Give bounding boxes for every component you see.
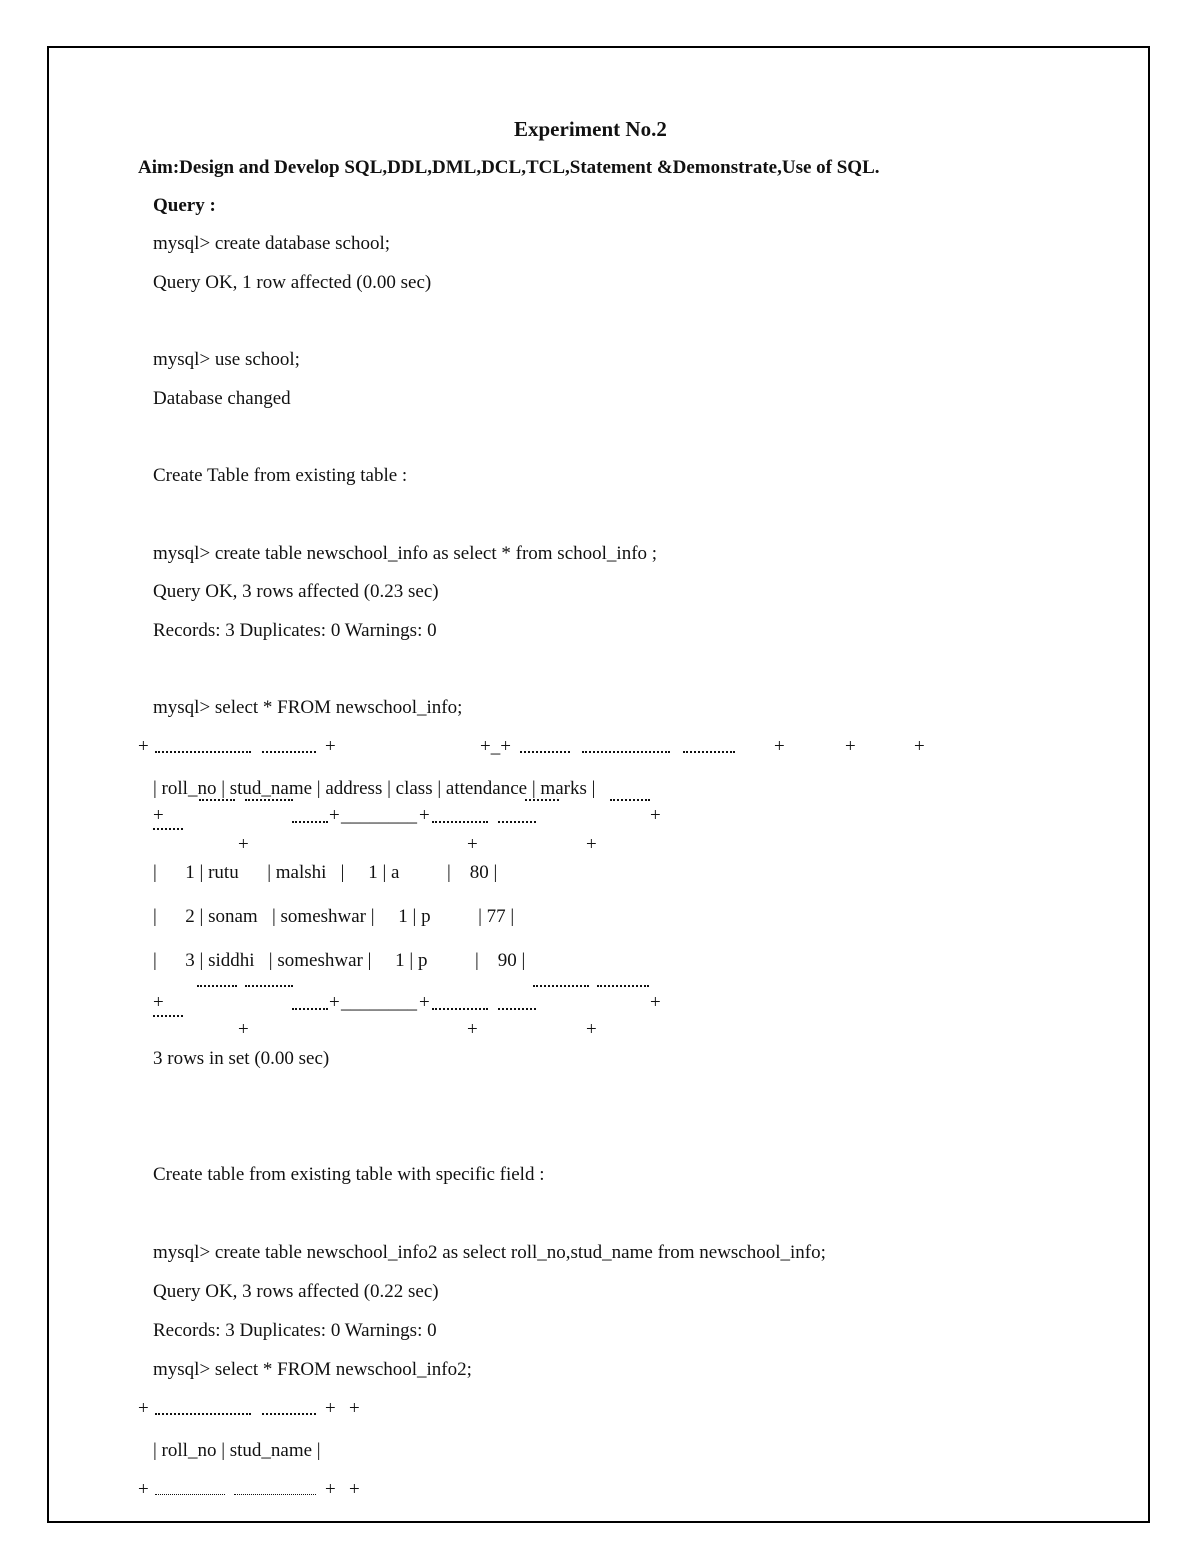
border-dots (262, 1413, 316, 1415)
create-table2-line: mysql> create table newschool_info2 as select roll_no,stud_name from newschool_info; (153, 1242, 826, 1263)
bottom-plus: + (467, 1019, 478, 1040)
sep-dots (234, 1494, 316, 1495)
bottom-dots (245, 985, 293, 987)
sep-plus: + (329, 805, 340, 826)
sep-plus: + (325, 1479, 336, 1500)
table1-row: | 3 | siddhi | someshwar | 1 | p | 90 | (153, 950, 526, 971)
bottom-dots (597, 985, 649, 987)
create-table1-line: mysql> create table newschool_info as select * from school_info ; (153, 543, 658, 564)
create-db-line: mysql> create database school; (153, 233, 391, 254)
create-table2-ok-line: Query OK, 3 rows affected (0.22 sec) (153, 1281, 439, 1302)
table2-header: | roll_no | stud_name | (153, 1440, 321, 1461)
sep-plus: + (650, 805, 661, 826)
sep-plus: + (238, 834, 249, 855)
header-dots (610, 799, 650, 801)
aim-line: Aim:Design and Develop SQL,DDL,DML,DCL,TCL,Statement &Demonstrate,Use of SQL. (138, 157, 880, 178)
create-table1-records-line: Records: 3 Duplicates: 0 Warnings: 0 (153, 620, 437, 641)
border-plus: + (325, 1398, 336, 1419)
bottom-dots (533, 985, 589, 987)
table1-row: | 1 | rutu | malshi | 1 | a | 80 | (153, 862, 498, 883)
border-plus: + (349, 1398, 360, 1419)
sep-plus: + (419, 805, 430, 826)
bottom-dots (292, 1008, 328, 1010)
header-dots (245, 799, 293, 801)
header-dots (525, 799, 559, 801)
select2-line: mysql> select * FROM newschool_info2; (153, 1359, 472, 1380)
border-dots (262, 751, 316, 753)
border-dots (155, 751, 251, 753)
border-plus: + (325, 736, 336, 757)
create-table2-records-line: Records: 3 Duplicates: 0 Warnings: 0 (153, 1320, 437, 1341)
bottom-plus: + (419, 992, 430, 1013)
bottom-dots (153, 1015, 183, 1017)
bottom-dots (498, 1008, 536, 1010)
rows-in-set-line: 3 rows in set (0.00 sec) (153, 1048, 330, 1069)
border-dots (520, 751, 570, 753)
border-plus: +_+ (480, 736, 511, 757)
bottom-plus: + (650, 992, 661, 1013)
bottom-plus: + (586, 1019, 597, 1040)
select1-line: mysql> select * FROM newschool_info; (153, 697, 463, 718)
header-dots (199, 799, 235, 801)
border-plus: + (914, 736, 925, 757)
create-db-ok-line: Query OK, 1 row affected (0.00 sec) (153, 272, 432, 293)
border-plus: + (138, 736, 149, 757)
page-title: Experiment No.2 (514, 117, 667, 141)
sep-dots (432, 821, 488, 823)
border-dots (582, 751, 670, 753)
sep-line: ________ (341, 805, 417, 826)
bottom-dots (432, 1008, 488, 1010)
bottom-dots (197, 985, 237, 987)
section-heading-2: Create table from existing table with specific field : (153, 1164, 545, 1185)
sep-dots (498, 821, 536, 823)
sep-dots (155, 1494, 225, 1495)
border-plus: + (138, 1398, 149, 1419)
sep-dots (153, 828, 183, 830)
sep-plus: + (138, 1479, 149, 1500)
sep-plus: + (586, 834, 597, 855)
table1-row: | 2 | sonam | someshwar | 1 | p | 77 | (153, 906, 515, 927)
border-dots (683, 751, 735, 753)
sep-plus: + (467, 834, 478, 855)
border-dots (155, 1413, 251, 1415)
bottom-plus: + (153, 992, 164, 1013)
sep-plus: + (349, 1479, 360, 1500)
sep-dots (292, 821, 328, 823)
border-plus: + (845, 736, 856, 757)
bottom-plus: + (329, 992, 340, 1013)
section-heading-1: Create Table from existing table : (153, 465, 408, 486)
bottom-line: ________ (341, 992, 417, 1013)
table1-header: | roll_no | stud_name | address | class | attendance | marks | (153, 778, 596, 799)
create-table1-ok-line: Query OK, 3 rows affected (0.23 sec) (153, 581, 439, 602)
db-changed-line: Database changed (153, 388, 291, 409)
border-plus: + (774, 736, 785, 757)
bottom-plus: + (238, 1019, 249, 1040)
query-label: Query : (153, 195, 216, 216)
sep-plus: + (153, 805, 164, 826)
use-school-line: mysql> use school; (153, 349, 300, 370)
